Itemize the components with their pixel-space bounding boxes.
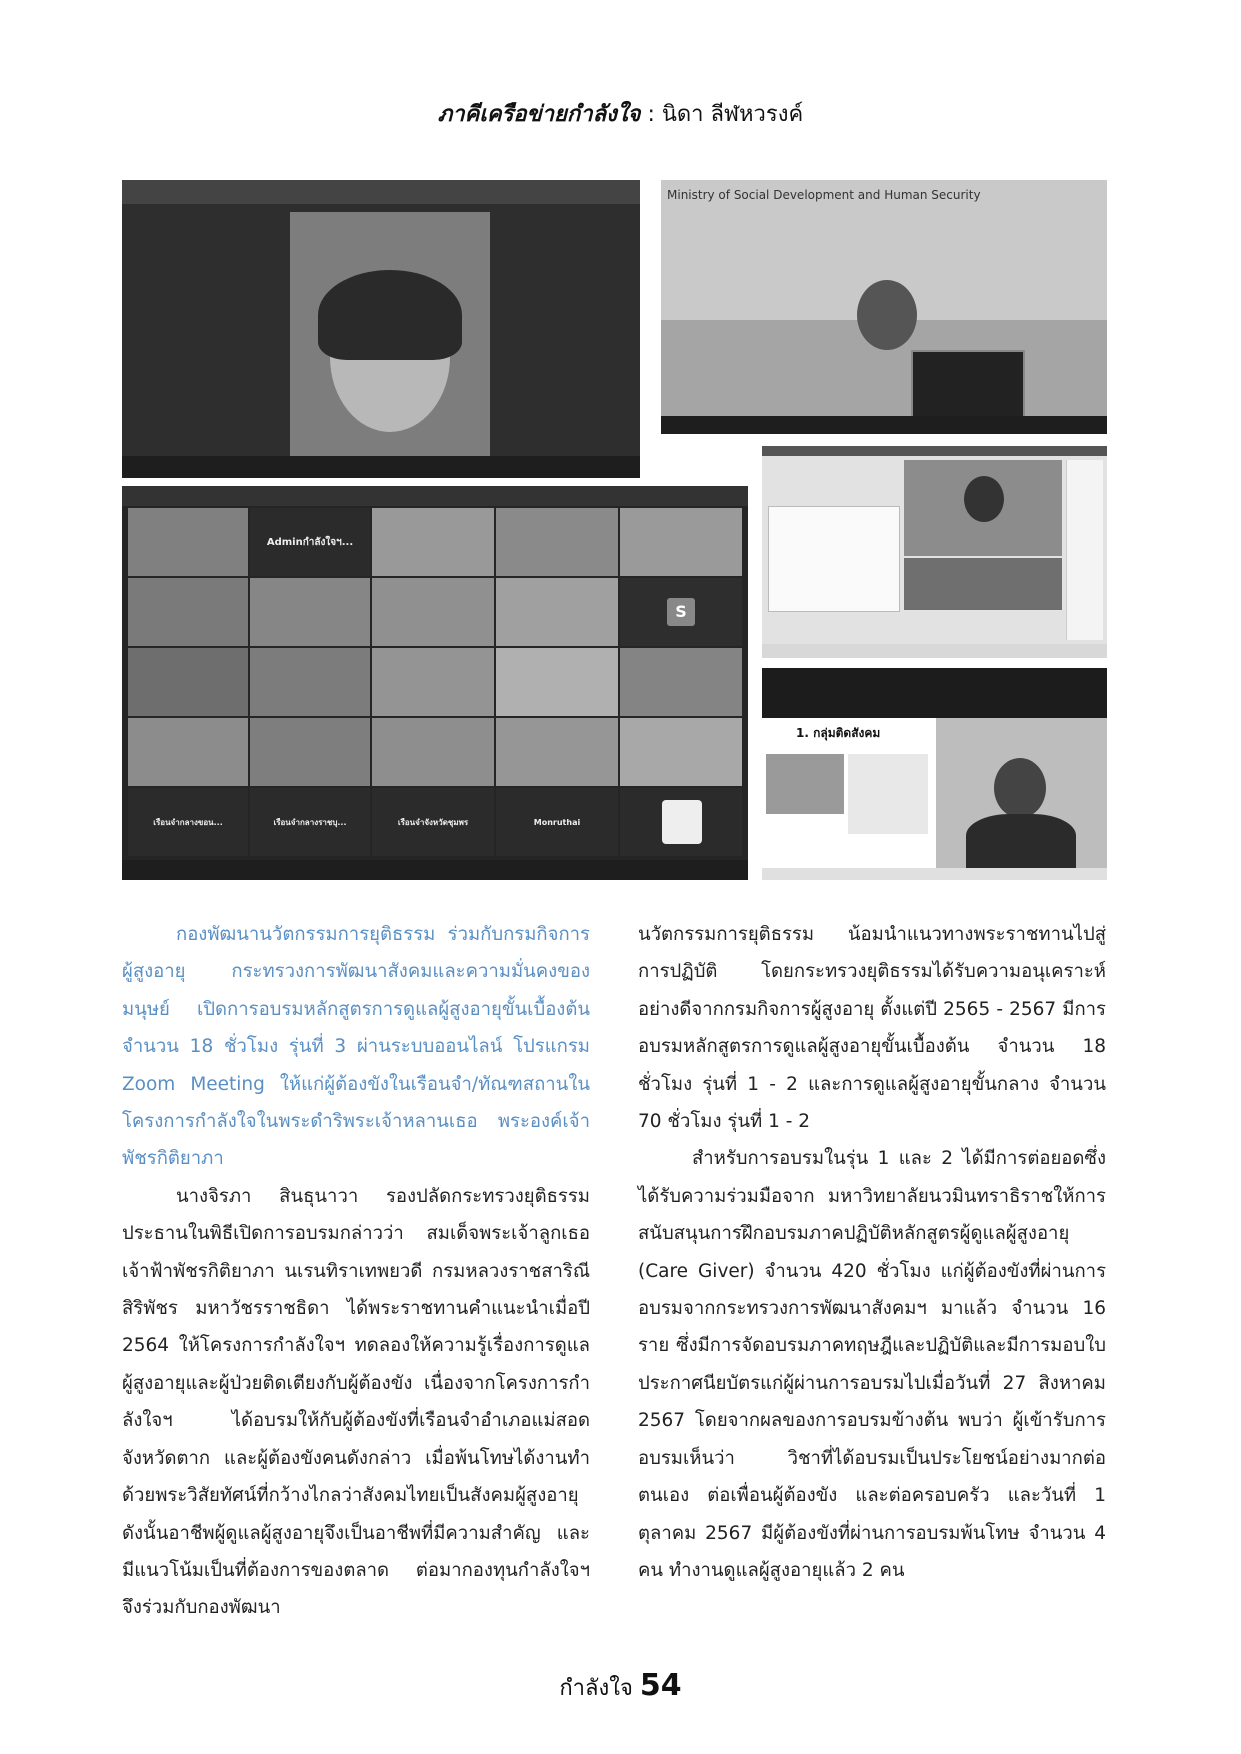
photo-ministry-meeting [661,180,1107,434]
gallery-name-tile [372,788,494,856]
article-paragraph: นวัตกรรมการยุติธรรม น้อมนำแนวทางพระราชทานไปสู่การปฏิบัติ โดยกระทรวงยุติธรรมได้รับความอนุเคราะห์อย่างดีจากกรมกิจการผู้สูงอายุ ตั้งแต่ปี 2565 - 2567 มีการอบรมหลักสูตรการดูแลผู้สูงอายุขั้นเบื้องต้น จำนวน 18 ชั่วโมง รุ่นที่ 1 - 2 และการดูแลผู้สูงอายุขั้นกลาง จำนวน 70 ชั่วโมง รุ่นที่ 1 - 2 [638,924,1106,1133]
article-paragraph: สำหรับการอบรมในรุ่น 1 และ 2 ได้มีการต่อยอดซึ่งได้รับความร่วมมือจาก มหาวิทยาลัยนวมินทราธิราชให้การสนับสนุนการฝึกอบรมภาคปฏิบัติหลักสูตรผู้ดูแลผู้สูงอายุ (Care Giver) จำนวน 420 ชั่วโมง แก่ผู้ต้องขังที่ผ่านการอบรมจากกระทรวงการพัฒนาสังคมฯ มาแล้ว จำนวน 16 ราย ซึ่งมีการจัดอบรมภาคทฤษฎีและปฏิบัติและมีการมอบใบประกาศนียบัตรแก่ผู้ผ่านการอบรมไปเมื่อวันที่ 27 สิงหาคม 2567 โดยจากผลของการอบรมข้างต้น พบว่า ผู้เข้ารับการอบรมเห็นว่า วิชาที่ได้อบรมเป็นประโยชน์อย่างมากต่อตนเอง ต่อเพื่อนผู้ต้องขัง และต่อครอบครัว และวันที่ 1 ตุลาคม 2567 มีผู้ต้องขังที่ผ่านการอบรมพ้นโทษ จำนวน 4 คน ทำงานดูแลผู้สูงอายุแล้ว 2 คน [638,1148,1106,1581]
presentation-slide [768,506,900,612]
photo-social-group [762,668,1107,880]
magazine-name: กำลังใจ [559,1676,633,1701]
gallery-name-tile [128,788,248,856]
header-separator: : [640,102,662,127]
photo-slide-meeting [762,446,1107,658]
tile-name: Monruthai [533,817,581,827]
author-name: นิดา ลีฬหวรงค์ [661,102,804,127]
page-number: 54 [639,1668,682,1703]
article-lead: กองพัฒนานวัตกรรมการยุติธรรม ร่วมกับกรมกิจการผู้สูงอายุ กระทรวงการพัฒนาสังคมและความมั่นคงของมนุษย์ เปิดการอบรมหลักสูตรการดูแลผู้สูงอายุขั้นเบื้องต้น จำนวน 18 ชั่วโมง รุ่นที่ 3 ผ่านระบบออนไลน์ โปรแกรม Zoom Meeting ให้แก่ผู้ต้องขังในเรือนจำ/ทัณฑสถานในโครงการกำลังใจในพระดำริพระเจ้าหลานเธอ พระองค์เจ้าพัชรกิติยาภา [122,924,590,1170]
photo-zoom-interviewee [122,180,640,478]
gallery-s-tile [620,578,742,646]
tile-name: เรือนจำกลางขอน... [153,817,223,827]
photo-zoom-gallery [122,486,748,880]
article-left-column [122,916,590,1627]
gallery-name-tile [496,788,618,856]
article-right-column [638,916,1106,1589]
page-header [0,96,1241,131]
ministry-emblem-icon [662,800,702,844]
gallery-admin-tile [250,508,370,576]
slide-title: 1. กลุ่มติดสังคม [796,726,881,740]
s-avatar: S [667,598,695,626]
section-title: ภาคีเครือข่ายกำลังใจ [437,102,641,127]
tile-name: เรือนจำกลางราชบุ... [273,817,347,827]
gallery-name-tile [250,788,370,856]
ministry-banner: Ministry of Social Development and Human Security [667,188,981,202]
tile-name: เรือนจำจังหวัดชุมพร [397,817,469,827]
article-paragraph: นางจิรภา สินธุนาวา รองปลัดกระทรวงยุติธรรม ประธานในพิธีเปิดการอบรมกล่าวว่า สมเด็จพระเจ้าลูกเธอ เจ้าฟ้าพัชรกิติยาภา นเรนทิราเทพยวดี กรมหลวงราชสาริณี สิริพัชร มหาวัชรราชธิดา ได้พระราชทานคำแนะนำเมื่อปี 2564 ให้โครงการกำลังใจฯ ทดลองให้ความรู้เรื่องการดูแลผู้สูงอายุและผู้ป่วยติดเตียงกับผู้ต้องขัง เนื่องจากโครงการกำลังใจฯ ได้อบรมให้กับผู้ต้องขังที่เรือนจำอำเภอแม่สอด จังหวัดตาก และผู้ต้องขังคนดังกล่าว เมื่อพ้นโทษได้งานทำ ด้วยพระวิสัยทัศน์ที่กว้างไกลว่าสังคมไทยเป็นสังคมผู้สูงอายุ ดังนั้นอาชีพผู้ดูแลผู้สูงอายุจึงเป็นอาชีพที่มีความสำคัญ และมีแนวโน้มเป็นที่ต้องการของตลาด ต่อมากองทุนกำลังใจฯ จึงร่วมกับกองพัฒนา [122,1185,590,1619]
page-footer [0,1668,1241,1705]
admin-tile-label: Adminกำลังใจฯ... [266,536,354,548]
